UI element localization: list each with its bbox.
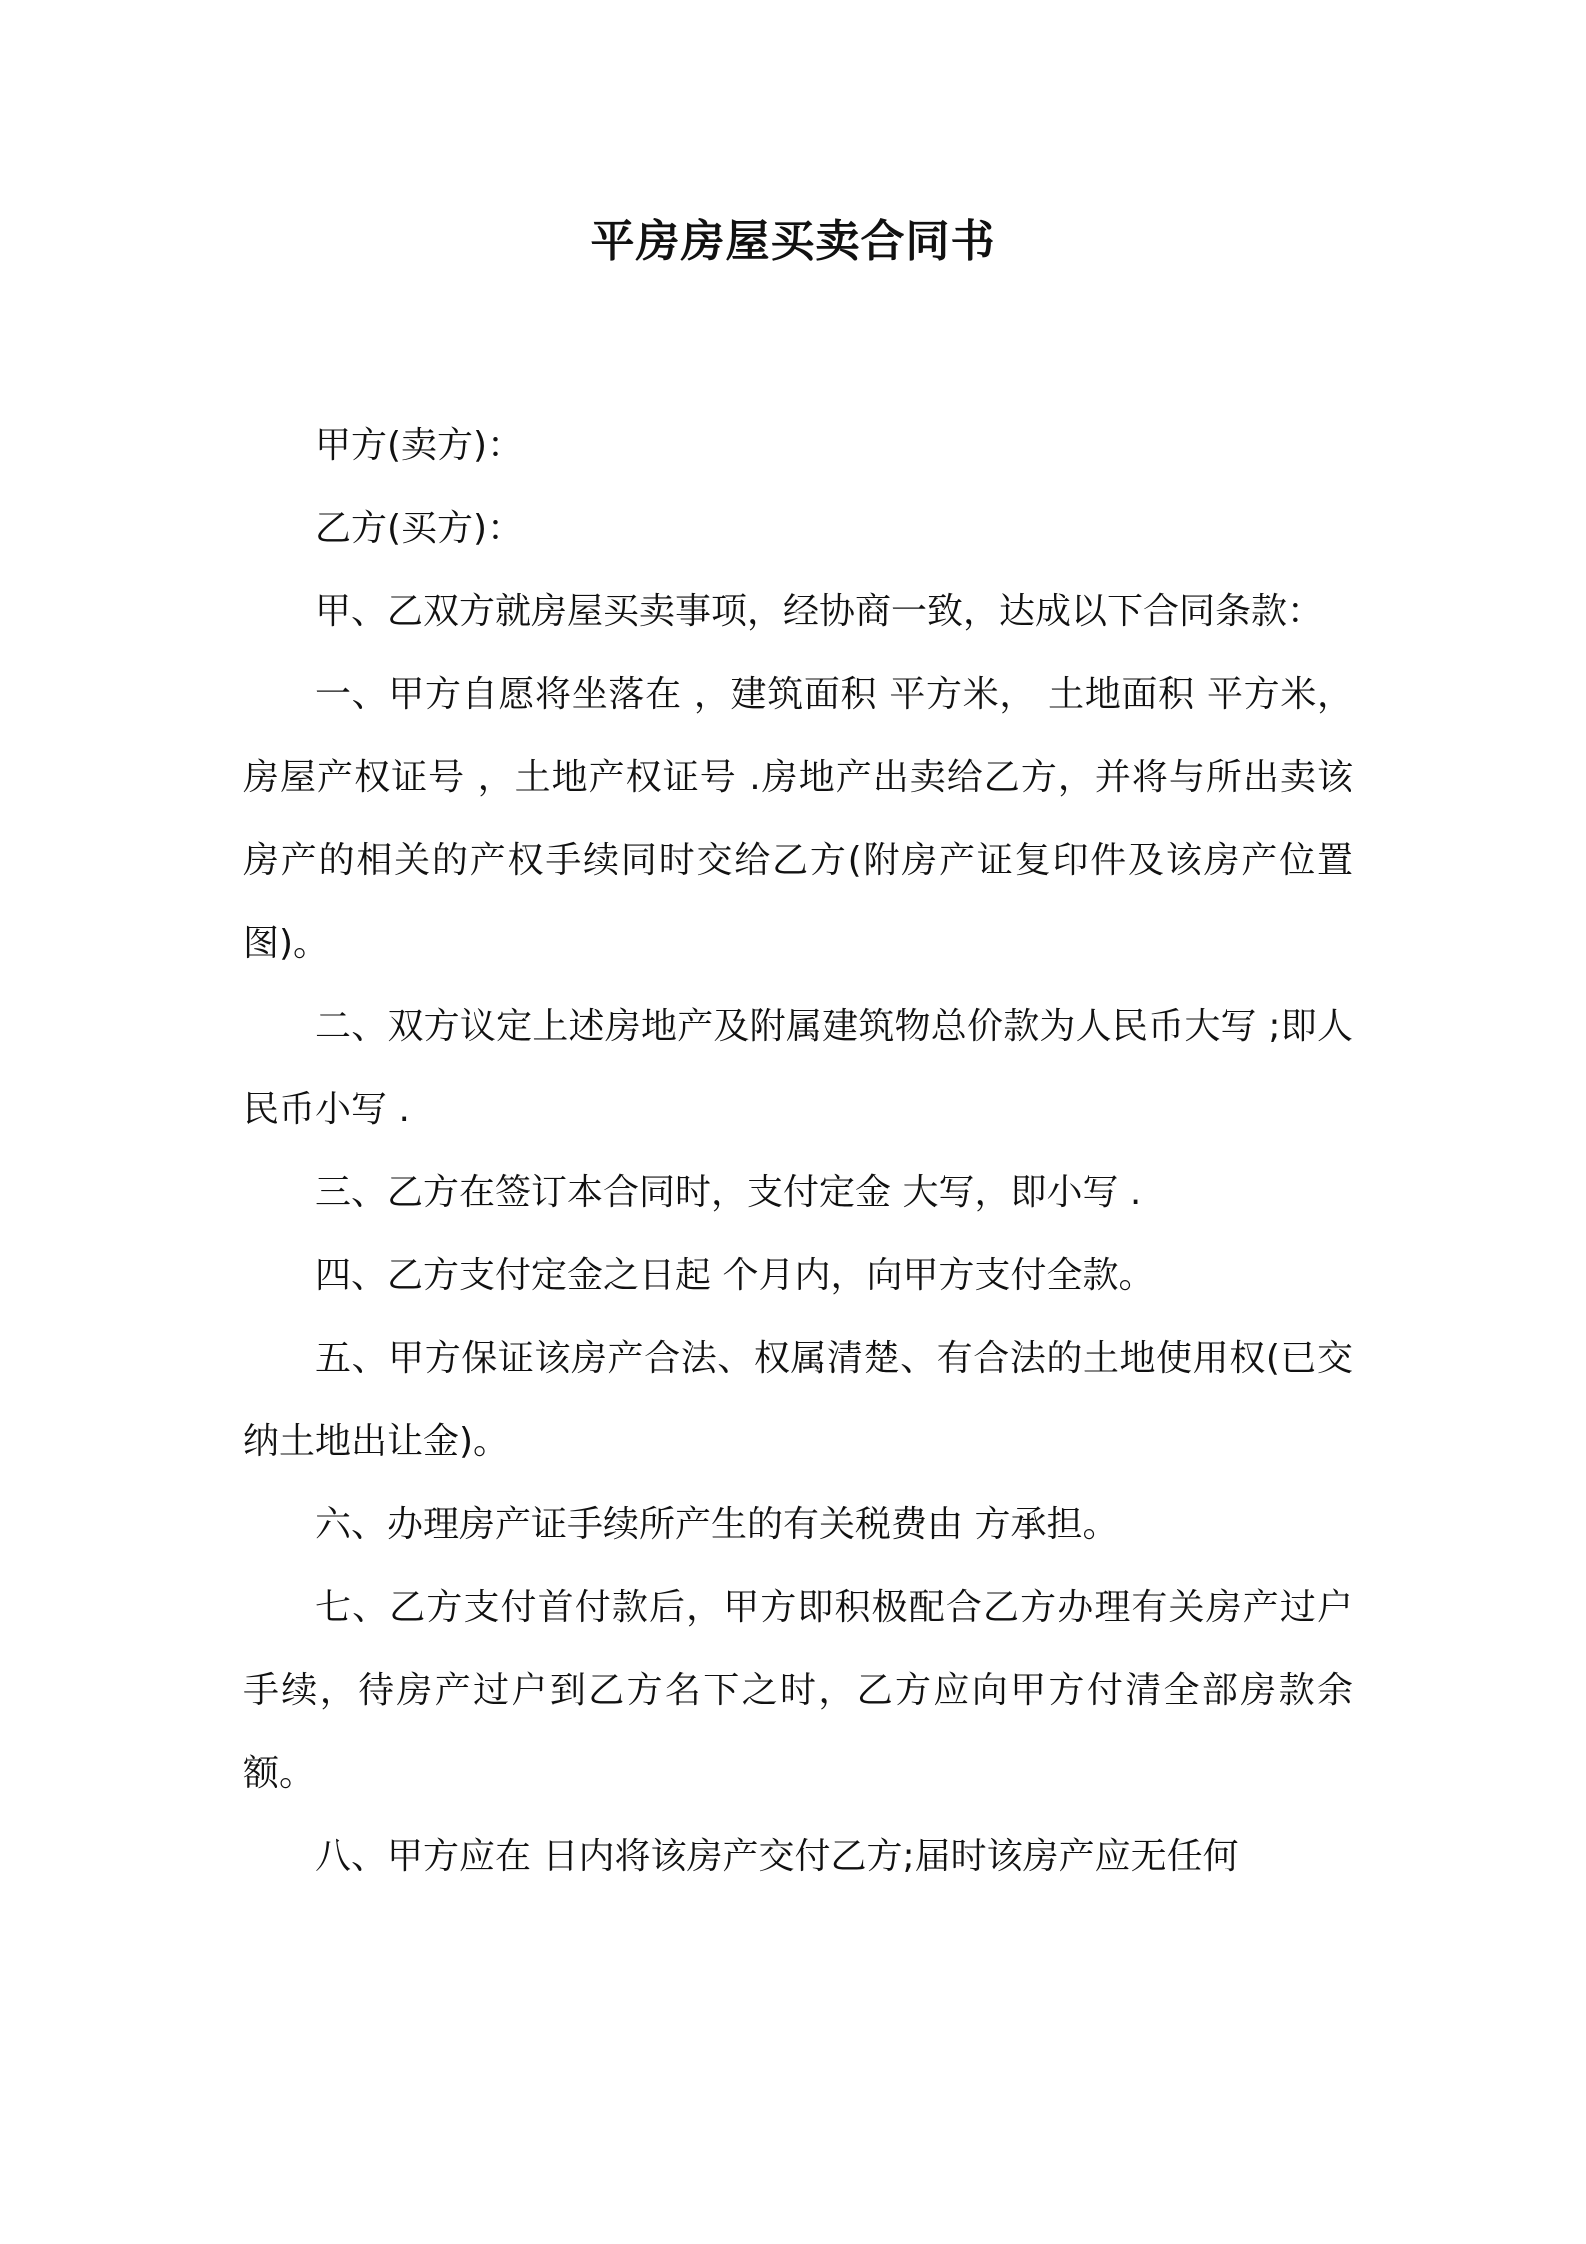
clause-2: 二、双方议定上述房地产及附属建筑物总价款为人民币大写 ;即人民币小写 . <box>243 1006 1353 1130</box>
clause-1: 一、甲方自愿将坐落在 ，建筑面积 平方米， 土地面积 平方米，房屋产权证号 ，土地产权证号 .房地产出卖给乙方，并将与所出卖该房产的相关的产权手续同时交给乙方(附房产证复印件及该房产位置图)。 <box>243 674 1353 964</box>
clause-8: 八、甲方应在 日内将该房产交付乙方;届时该房产应无任何 <box>315 1836 1239 1877</box>
party-b-line: 乙方(买方)： <box>315 508 524 549</box>
party-a-line: 甲方(卖方)： <box>315 425 524 466</box>
clause-6: 六、办理房产证手续所产生的有关税费由 方承担。 <box>315 1504 1119 1545</box>
clause-3: 三、乙方在签订本合同时，支付定金 大写，即小写 . <box>315 1172 1142 1213</box>
clause-5: 五、甲方保证该房产合法、权属清楚、有合法的土地使用权(已交纳土地出让金)。 <box>243 1338 1353 1462</box>
clause-4: 四、乙方支付定金之日起 个月内，向甲方支付全款。 <box>315 1255 1155 1296</box>
intro-paragraph: 甲、乙双方就房屋买卖事项，经协商一致，达成以下合同条款： <box>315 591 1324 632</box>
document-title: 平房房屋买卖合同书 <box>590 216 996 267</box>
document-body <box>243 404 1353 1898</box>
clause-7: 七、乙方支付首付款后，甲方即积极配合乙方办理有关房产过户手续，待房产过户到乙方名下之时，乙方应向甲方付清全部房款余额。 <box>243 1587 1353 1794</box>
